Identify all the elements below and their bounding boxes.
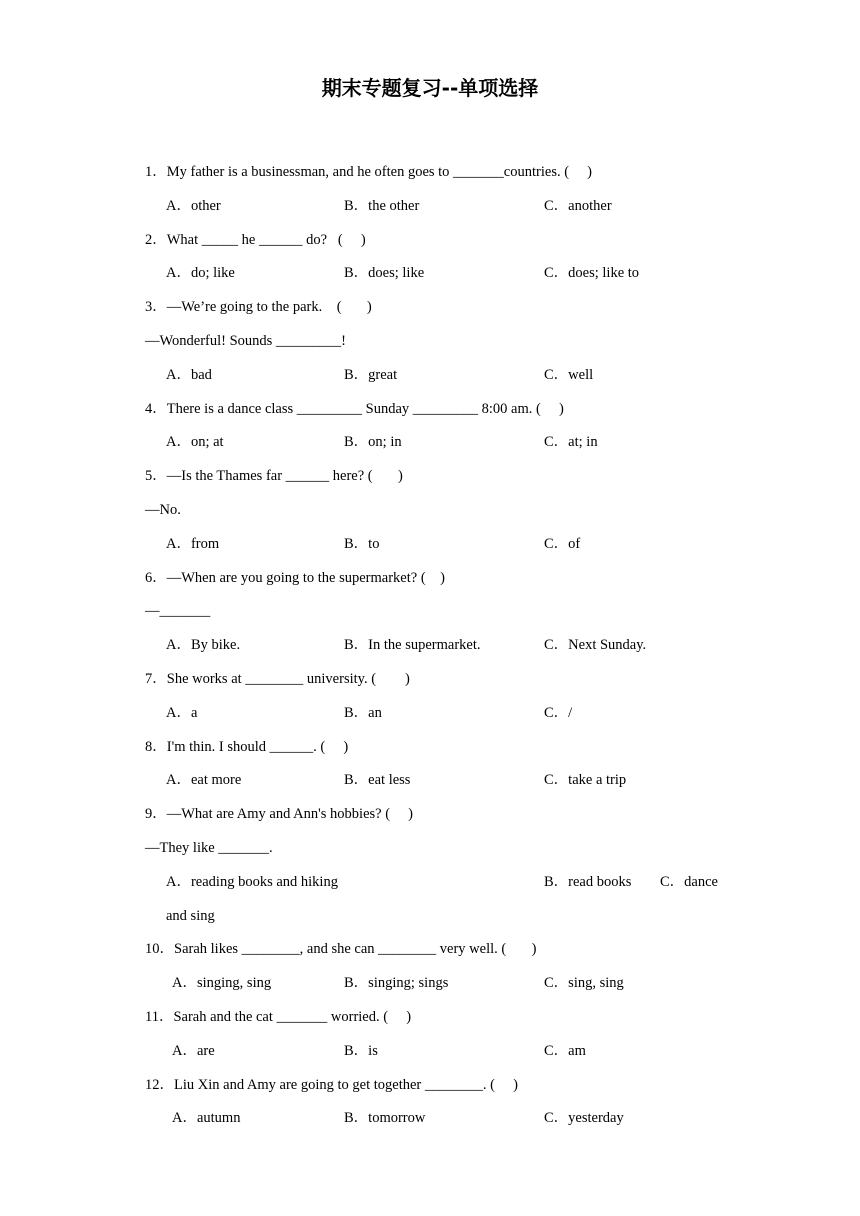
question-stem: 3．—We’re going to the park. ( ) bbox=[145, 299, 372, 316]
question-stem: 10．Sarah likes ________, and she can ________ very well. ( ) bbox=[145, 941, 537, 958]
question-line: —No. bbox=[145, 502, 181, 518]
option-a: A．eat more bbox=[166, 772, 242, 789]
option-a: A．do; like bbox=[166, 265, 235, 282]
option-c: C．at; in bbox=[544, 434, 598, 451]
question-stem: 6．—When are you going to the supermarket? ( ) bbox=[145, 569, 445, 586]
option-a: A．other bbox=[166, 197, 221, 214]
option-c: C．well bbox=[544, 366, 594, 383]
option-wrap-text: and sing bbox=[166, 907, 215, 924]
question-stem: 2．What _____ he ______ do? ( ) bbox=[145, 231, 366, 248]
option-c: C．another bbox=[544, 197, 612, 214]
option-b: B．is bbox=[344, 1042, 378, 1059]
question-stem: 8．I'm thin. I should ______. ( ) bbox=[145, 738, 349, 755]
question-stem: 5．—Is the Thames far ______ here? ( ) bbox=[145, 468, 403, 485]
option-c: C．/ bbox=[544, 704, 573, 721]
question-stem: 4．There is a dance class _________ Sunday _________ 8:00 am. ( ) bbox=[145, 400, 564, 417]
option-a: A．on; at bbox=[166, 434, 224, 451]
question-line: —They like _______. bbox=[145, 840, 273, 856]
option-b: B．singing; sings bbox=[344, 975, 449, 992]
question-stem: 1．My father is a businessman, and he often goes to _______countries. ( ) bbox=[145, 164, 592, 180]
option-c: C．am bbox=[544, 1042, 586, 1059]
option-b: B．tomorrow bbox=[344, 1110, 426, 1127]
option-c: C．take a trip bbox=[544, 772, 627, 789]
option-b: B．the other bbox=[344, 197, 420, 214]
option-b: B．read books bbox=[544, 873, 632, 890]
question-stem: 7．She works at ________ university. ( ) bbox=[145, 671, 410, 687]
option-b: B．does; like bbox=[344, 265, 425, 282]
option-c: C．yesterday bbox=[544, 1110, 624, 1127]
option-a: A．a bbox=[166, 704, 198, 721]
page-title: 期末专题复习--单项选择 bbox=[321, 76, 539, 100]
option-a: A．reading books and hiking bbox=[166, 873, 338, 890]
option-b: B．eat less bbox=[344, 772, 411, 789]
option-b: B．to bbox=[344, 535, 380, 552]
question-stem: 12．Liu Xin and Amy are going to get together ________. ( ) bbox=[145, 1076, 518, 1093]
option-b: B．In the supermarket. bbox=[344, 637, 481, 654]
option-a: A．autumn bbox=[172, 1110, 241, 1127]
option-c: C．does; like to bbox=[544, 265, 640, 282]
option-a: A．By bike. bbox=[166, 637, 241, 654]
option-a: A．singing, sing bbox=[172, 975, 272, 992]
option-b: B．great bbox=[344, 366, 398, 383]
option-c: C．dance bbox=[660, 873, 718, 890]
option-c: C．Next Sunday. bbox=[544, 637, 647, 654]
option-a: A．from bbox=[166, 535, 220, 552]
option-a: A．are bbox=[172, 1042, 215, 1059]
question-line: —_______ bbox=[145, 603, 211, 620]
option-a: A．bad bbox=[166, 366, 212, 383]
option-b: B．an bbox=[344, 704, 382, 721]
question-line: —Wonderful! Sounds _________! bbox=[145, 333, 347, 349]
option-c: C．sing, sing bbox=[544, 975, 624, 992]
option-b: B．on; in bbox=[344, 434, 402, 451]
option-c: C．of bbox=[544, 535, 581, 552]
question-stem: 11．Sarah and the cat _______ worried. ( ) bbox=[145, 1009, 412, 1025]
question-stem: 9．—What are Amy and Ann's hobbies? ( ) bbox=[145, 806, 413, 823]
